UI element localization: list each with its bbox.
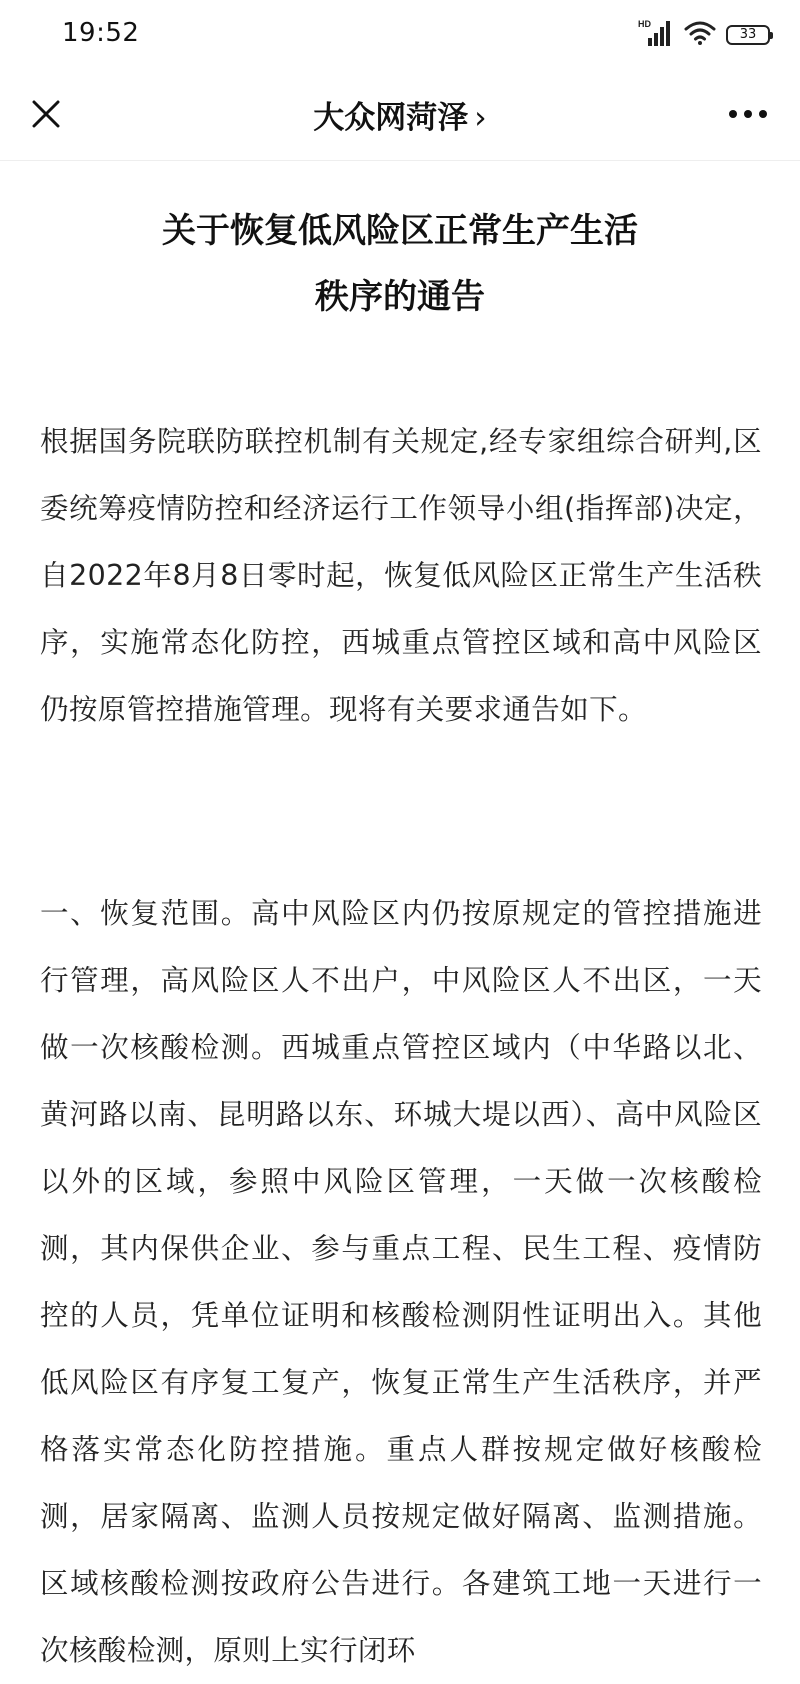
article-title: [40, 198, 760, 330]
battery-icon: [726, 25, 770, 45]
battery-level: 33: [739, 27, 757, 42]
nav-bar: [0, 68, 800, 161]
status-bar: [0, 0, 800, 68]
hd-signal-icon: [638, 18, 674, 52]
nav-title-link[interactable]: [0, 92, 800, 137]
chevron-right-icon: ›: [474, 100, 487, 136]
article-paragraph: 一、恢复范围。高中风险区内仍按原规定的管控措施进行管理，高风险区人不出户，中风险区人不出区，一天做一次核酸检测。西城重点管控区域内（中华路以北、黄河路以南、昆明路以东、环城大堤以西）、高中风险区以外的区域，参照中风险区管理，一天做一次核酸检测，其内保供企业、参与重点工程、民生工程、疫情防控的人员，凭单位证明和核酸检测阴性证明出入。其他低风险区有序复工复产，恢复正常生产生活秩序，并严格落实常态化防控措施。重点人群按规定做好核酸检测，居家隔离、监测人员按规定做好隔离、监测措施。区域核酸检测按政府公告进行。各建筑工地一天进行一次核酸检测，原则上实行闭环: [40, 897, 762, 1667]
article-paragraph: 根据国务院联防联控机制有关规定,经专家组综合研判,区委统筹疫情防控和经济运行工作领导小组(指挥部)决定，自2022年8月8日零时起，恢复低风险区正常生产生活秩序，实施常态化防控，西城重点管控区域和高中风险区仍按原管控措施管理。现将有关要求通告如下。: [40, 425, 762, 726]
wifi-icon: [684, 20, 716, 50]
svg-text:HD: HD: [638, 19, 651, 29]
status-time: 19:52: [62, 18, 140, 48]
article-title-line: 秩序的通告: [315, 277, 485, 317]
more-icon: [728, 109, 768, 119]
status-icons: [638, 18, 770, 52]
article-title-line: 关于恢复低风险区正常生产生活: [162, 211, 638, 251]
more-button[interactable]: [718, 86, 778, 142]
account-name: 大众网菏泽: [313, 100, 469, 136]
